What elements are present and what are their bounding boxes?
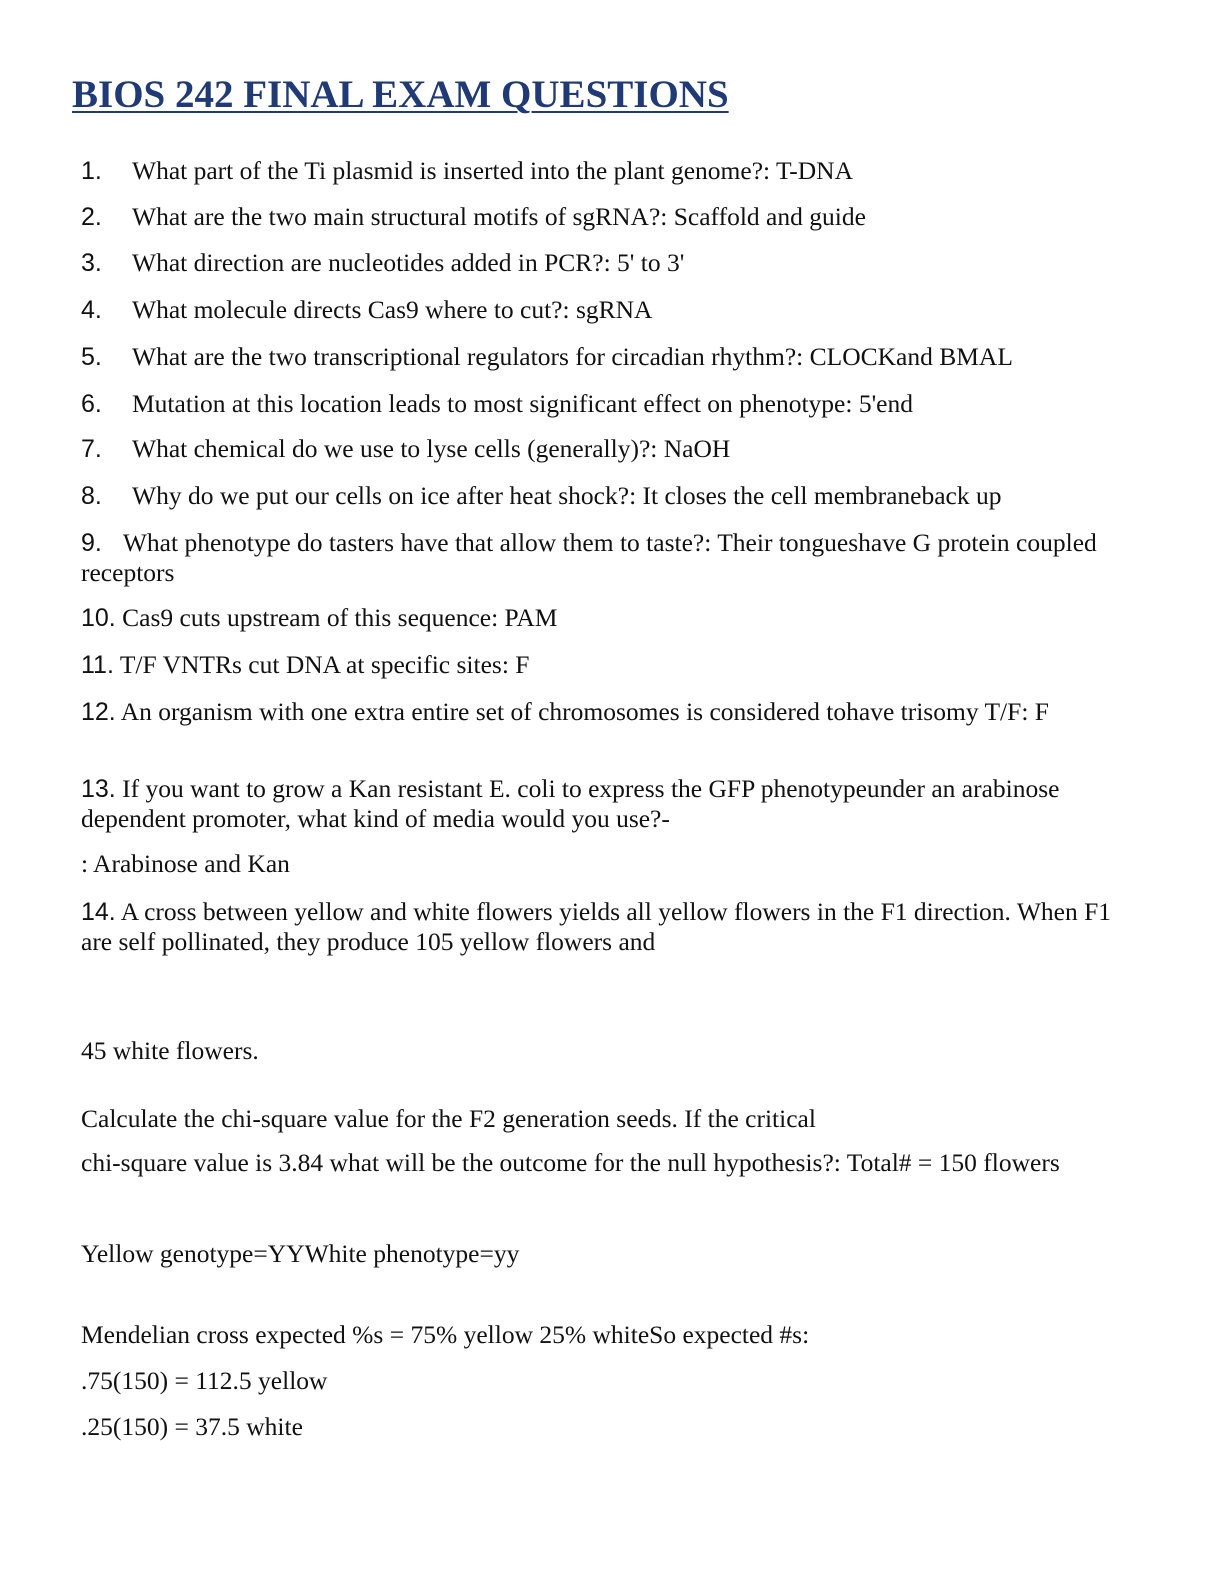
question-text: An organism with one extra entire set of chromosomes is considered tohave trisomy T/F: F [120, 697, 1049, 726]
question-text: Cas9 cuts upstream of this sequence: PAM [122, 603, 558, 632]
question-number: 2. [81, 203, 102, 231]
question-item [81, 603, 557, 633]
question-number: 1. [81, 157, 102, 185]
answer-text: : Arabinose and Kan [81, 849, 290, 878]
question-text: Mutation at this location leads to most significant effect on phenotype: 5'end [132, 389, 913, 418]
question-number: 13. [81, 775, 116, 803]
question-number: 3. [81, 249, 102, 277]
expected-percent-line: Mendelian cross expected %s = 75% yellow 25% whiteSo expected #s: [81, 1320, 810, 1349]
question-number: 10. [81, 604, 116, 632]
question-number: 4. [81, 296, 102, 324]
genotype-line: Yellow genotype=YYWhite phenotype=yy [81, 1239, 520, 1268]
question-item [81, 528, 1121, 588]
white-flower-count: 45 white flowers. [81, 1036, 259, 1065]
question-text: What molecule directs Cas9 where to cut?: sgRNA [132, 295, 653, 324]
calc-instruction-line-1: Calculate the chi-square value for the F2 generation seeds. If the critical [81, 1104, 816, 1133]
question-item [81, 774, 1061, 834]
question-text: Why do we put our cells on ice after heat shock?: It closes the cell membraneback up [132, 481, 1002, 510]
question-text: What direction are nucleotides added in PCR?: 5' to 3' [132, 248, 685, 277]
question-text: If you want to grow a Kan resistant E. coli to express the GFP phenotypeunder an arabinose dependent promoter, what kind of media would you use?- [81, 774, 1060, 833]
question-item [81, 650, 529, 680]
question-number: 6. [81, 390, 102, 418]
question-item [81, 697, 1121, 727]
calc-instruction-line-2: chi-square value is 3.84 what will be the outcome for the null hypothesis?: Total# = 150 flowers [81, 1148, 1060, 1177]
question-number: 11. [81, 651, 114, 679]
question-text: T/F VNTRs cut DNA at specific sites: F [119, 650, 530, 679]
question-number: 7. [81, 435, 102, 463]
question-number: 9. [81, 529, 102, 557]
question-text: What are the two main structural motifs of sgRNA?: Scaffold and guide [132, 202, 866, 231]
question-text: What phenotype do tasters have that allow them to taste?: Their tongueshave G protein coupled receptors [81, 528, 1097, 587]
question-number: 14. [81, 898, 116, 926]
page-title: BIOS 242 FINAL EXAM QUESTIONS [72, 73, 729, 116]
question-number: 5. [81, 343, 102, 371]
white-expected-calc: .25(150) = 37.5 white [81, 1412, 303, 1441]
question-item [81, 897, 1121, 957]
question-number: 8. [81, 482, 102, 510]
question-number: 12. [81, 698, 116, 726]
question-text: What part of the Ti plasmid is inserted into the plant genome?: T-DNA [132, 156, 853, 185]
question-text: What chemical do we use to lyse cells (generally)?: NaOH [132, 434, 731, 463]
question-text: A cross between yellow and white flowers yields all yellow flowers in the F1 direction. When F1 are self pollinated, they produce 105 yellow flowers and [81, 897, 1112, 956]
question-text: What are the two transcriptional regulators for circadian rhythm?: CLOCKand BMAL [132, 342, 1013, 371]
yellow-expected-calc: .75(150) = 112.5 yellow [81, 1366, 328, 1395]
